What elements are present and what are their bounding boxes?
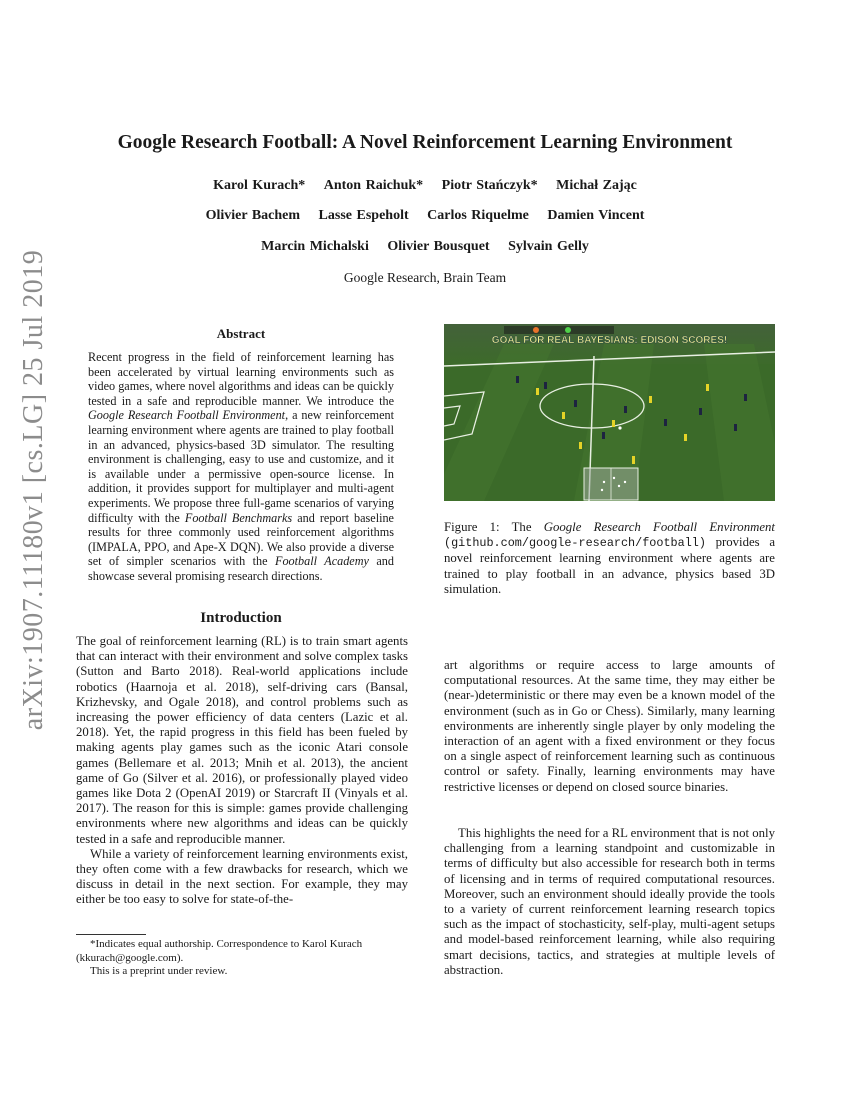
- right-column-text-2: [444, 826, 775, 978]
- left-column-text: [76, 634, 408, 908]
- author: Michał Zając: [556, 178, 637, 193]
- right-column-text: [444, 658, 775, 795]
- abstract-heading: Abstract: [216, 326, 266, 341]
- abstract-body: Recent progress in the field of reinforcement learning has been accelerated by virtual learning environments such as video games, where novel algorithms and ideas can be quickly tested in a safe and reproducible manner. We introduce the Google Research Football Environment, a new reinforcement learning environment where agents are trained to play football in an advanced, physics-based 3D simulator. The resulting environment is challenging, easy to use and customize, and it is available under a permissive open-source license. In addition, it provides support for multiplayer and multi-agent experiments. We propose three full-game scenarios of varying difficulty with the Football Benchmarks and report baseline results for three commonly used reinforcement algorithms (IMPALA, PPO, and Ape-X DQN). We also provide a diverse set of simpler scenarios with the Football Academy and showcase several promising research directions.: [88, 350, 394, 583]
- author: Olivier Bachem: [205, 208, 301, 223]
- author-line-3: [60, 239, 790, 255]
- paragraph: The goal of reinforcement learning (RL) is to train smart agents that can interact with their environment and solve complex tasks (Sutton and Barto 2018). Real-world applications include robotics (Haarnoja et al. 2018), self-driving cars (Bansal, Krizhevsky, and Ogale 2018), and control problems such as increasing the power efficiency of data centers (Lazic et al. 2018). Yet, the rapid progress in this field has been fueled by making agents play games such as the iconic Atari console games (Bellemare et al. 2013; Mnih et al. 2013), the ancient game of Go (Silver et al. 2016), or professionally played video games like Dota 2 (OpenAI 2019) or Starcraft II (Vinyals et al. 2017). The reason for this is simple: games provide challenging environments where new algorithms and ideas can be quickly tested in a safe and reproducible manner.: [76, 634, 408, 846]
- author: Damien Vincent: [547, 208, 645, 223]
- author: Piotr Stańczyk*: [441, 178, 538, 193]
- author: Sylvain Gelly: [508, 239, 589, 254]
- figure-caption: Figure 1: The Google Research Football Environment (github.com/google-research/football) provides a novel reinforcement learning environment where agents are trained to play football in an advance, physics based 3D simulation.: [444, 520, 775, 596]
- paper-title: Google Research Football: A Novel Reinforcement Learning Environment: [117, 132, 733, 153]
- repo-link[interactable]: (github.com/google-research/football): [444, 536, 706, 551]
- author: Carlos Riquelme: [427, 208, 529, 223]
- paragraph: While a variety of reinforcement learning environments exist, they often come with a few drawbacks for research, which we discuss in detail in the next section. For example, they may either be too easy to solve for state-of-the-: [76, 846, 408, 907]
- figure-football-screenshot: [444, 324, 775, 501]
- scoreboard: [504, 326, 614, 334]
- author: Marcin Michalski: [261, 239, 369, 254]
- footnote: *Indicates equal authorship. Correspondence to Karol Kurach (kkurach@google.com).: [76, 938, 363, 964]
- footnotes: [76, 938, 408, 979]
- footnote: This is a preprint under review.: [90, 965, 228, 977]
- arxiv-identifier: arXiv:1907.11180v1 [cs.LG] 25 Jul 2019: [18, 249, 49, 731]
- goal-banner: GOAL FOR REAL BAYESIANS: EDISON SCORES!: [491, 335, 728, 346]
- football-pitch-image: [444, 324, 775, 501]
- paragraph: art algorithms or require access to large amounts of computational resources. At the same time, they may either be (near-)deterministic or there may even be a known model of the environment (such as in Go or Chess). Similarly, many learning environments are inherently single player by only modeling the interaction of an agent with a fixed environment or they focus on a single aspect of reinforcement learning such as continuous control or safety. Finally, learning environments may have restrictive licenses or depend on closed source binaries.: [444, 658, 775, 794]
- author: Olivier Bousquet: [387, 239, 490, 254]
- author: Lasse Espeholt: [318, 208, 409, 223]
- author: Karol Kurach*: [213, 178, 306, 193]
- paragraph: This highlights the need for a RL environment that is not only challenging from a learning standpoint and customizable in terms of difficulty but also accessible for research both in terms of licensing and in terms of required computational resources. Moreover, such an environment should ideally provide the tools to a variety of current reinforcement learning research topics such as the impact of stochasticity, self-play, multi-agent setups and model-based reinforcement learning, while also requiring smart decisions, tactics, and strategies at multiple levels of abstraction.: [444, 826, 775, 977]
- introduction-heading: Introduction: [200, 610, 282, 626]
- footnote-rule: [76, 934, 146, 935]
- author-line-2: [60, 208, 790, 224]
- ball: [618, 426, 621, 429]
- author: Anton Raichuk*: [323, 178, 424, 193]
- affiliation: Google Research, Brain Team: [343, 270, 507, 285]
- author-line-1: [60, 178, 790, 194]
